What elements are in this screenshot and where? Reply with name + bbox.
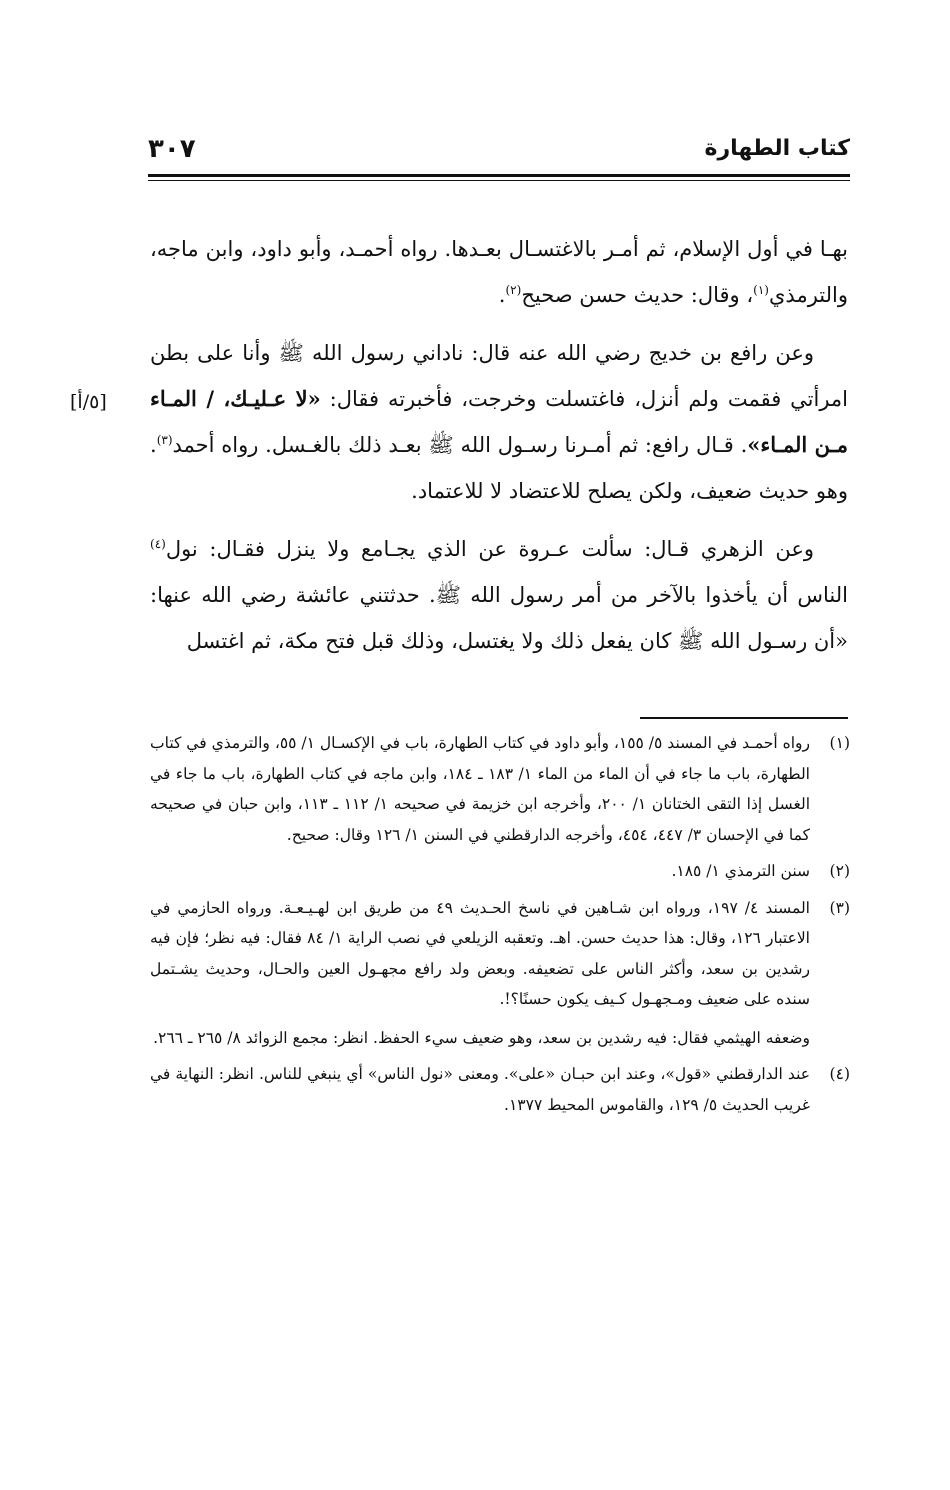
footnote-ref: (٢) bbox=[505, 283, 522, 297]
footnote-number: (٢) bbox=[829, 862, 850, 880]
footnotes bbox=[150, 728, 850, 1126]
footnote-ref: (١) bbox=[753, 283, 769, 297]
footnote-ref: (٣) bbox=[156, 433, 173, 447]
footnote-1 bbox=[150, 728, 850, 850]
footnote-ref: (٤) bbox=[150, 537, 166, 551]
margin-folio-reference: [٥/أ] bbox=[70, 391, 107, 413]
footnote-3 bbox=[150, 893, 850, 1015]
footnote-text: المسند ٤/ ١٩٧، ورواه ابن شـاهين في ناسخ الحـديث ٤٩ من طريق ابن لهـيـعـة. ورواه الحازمي في الاعتبار ١٢٦، وقال: هذا حديث حسن. اهـ. وتعقبه الزيلعي في نصب الراية ١/ ٨٤ فقال: فيه نظر؛ فإن فيه رشدين بن سعد، وأكثر الناس على تضعيفه. وبعض ولد رافع مجهـول العين والحـال، وحديث يشـتمل سنده على ضعيف ومـجهـول كـيف يكون حسنًا؟!. bbox=[150, 898, 810, 1008]
footnote-3-continuation: وضعفه الهيثمي فقال: فيه رشدين بن سعد، وهو ضعيف سيء الحفظ. انظر: مجمع الزوائد ٨/ ٢٦٥ ـ ٢٦٦. bbox=[153, 1028, 810, 1047]
footnote-2 bbox=[150, 856, 850, 887]
footnote-number: (٤) bbox=[829, 1065, 850, 1083]
footnote-text: سنن الترمذي ١/ ١٨٥. bbox=[671, 862, 810, 880]
header-rule-thin bbox=[148, 180, 850, 181]
paragraph-2: وعن رافع بن خديج رضي الله عنه قال: ناداني رسول الله ﷺ وأنا على بطن امرأتي فقمت ولم أنزل، فاغتسلت وخرجت، فأخبرته فقال: «لا عـليـك، / المـاء مـن المـاء». قـال رافع: ثم أمـرنا رسـول الله ﷺ بعـد ذلك بالغـسل. رواه أحمد$^{(٣)}$. وهو حديث ضعيف، ولكن يصلح للاعتضاد لا للاعتماد. bbox=[150, 341, 848, 503]
footnote-4 bbox=[150, 1059, 850, 1120]
hadith-quote: «لا عـليـك، / المـاء مـن المـاء» bbox=[150, 386, 848, 457]
footnote-separator bbox=[640, 717, 848, 719]
footnote-number: (٣) bbox=[829, 898, 850, 917]
main-text bbox=[150, 226, 848, 664]
paragraph-1: بهـا في أول الإسلام، ثم أمـر بالاغتسـال بعـدها. رواه أحمـد، وأبو داود، وابن ماجه، والترمذي$^{(١)}$، وقال: حديث حسن صحيح$^{(٢)}$. bbox=[150, 237, 848, 307]
page-header bbox=[148, 132, 850, 172]
page-number: ٣٠٧ bbox=[148, 134, 196, 164]
page-title: كتاب الطهارة bbox=[704, 136, 850, 161]
paragraph-3: وعن الزهري قـال: سألت عـروة عن الذي يجـامع ولا ينزل فقـال: نول$^{(٤)}$ الناس أن يأخذوا بالآخر من أمر رسول الله ﷺ. حدثتني عائشة رضي الله عنها: «أن رسـول الله ﷺ كان يفعل ذلك ولا يغتسل، وذلك قبل فتح مكة، ثم اغتسل bbox=[150, 537, 848, 653]
footnote-number: (١) bbox=[829, 734, 850, 752]
header-rule bbox=[148, 174, 850, 177]
footnote-text: رواه أحمـد في المسند ٥/ ١٥٥، وأبو داود في كتاب الطهارة، باب في الإكسـال ١/ ٥٥، والترمذي في كتاب الطهارة، باب ما جاء في أن الماء من الماء ١/ ١٨٣ ـ ١٨٤، وابن ماجه في كتاب الطهارة، باب ما جاء في الغسل إذا التقى الختانان ١/ ٢٠٠، وأخرجه ابن خزيمة في صحيحه ١/ ١١٢ ـ ١١٣، وابن حبان في صحيحه كما في الإحسان ٣/ ٤٤٧، ٤٥٤، وأخرجه الدارقطني في السنن ١/ ١٢٦ وقال: صحيح. bbox=[150, 734, 811, 844]
footnote-text: عند الدارقطني «قول»، وعند ابن حبـان «على». ومعنى «نول الناس» أي ينبغي للناس. انظر: النهاية في غريب الحديث ٥/ ١٢٩، والقاموس المحيط ١٣٧٧. bbox=[150, 1065, 810, 1114]
